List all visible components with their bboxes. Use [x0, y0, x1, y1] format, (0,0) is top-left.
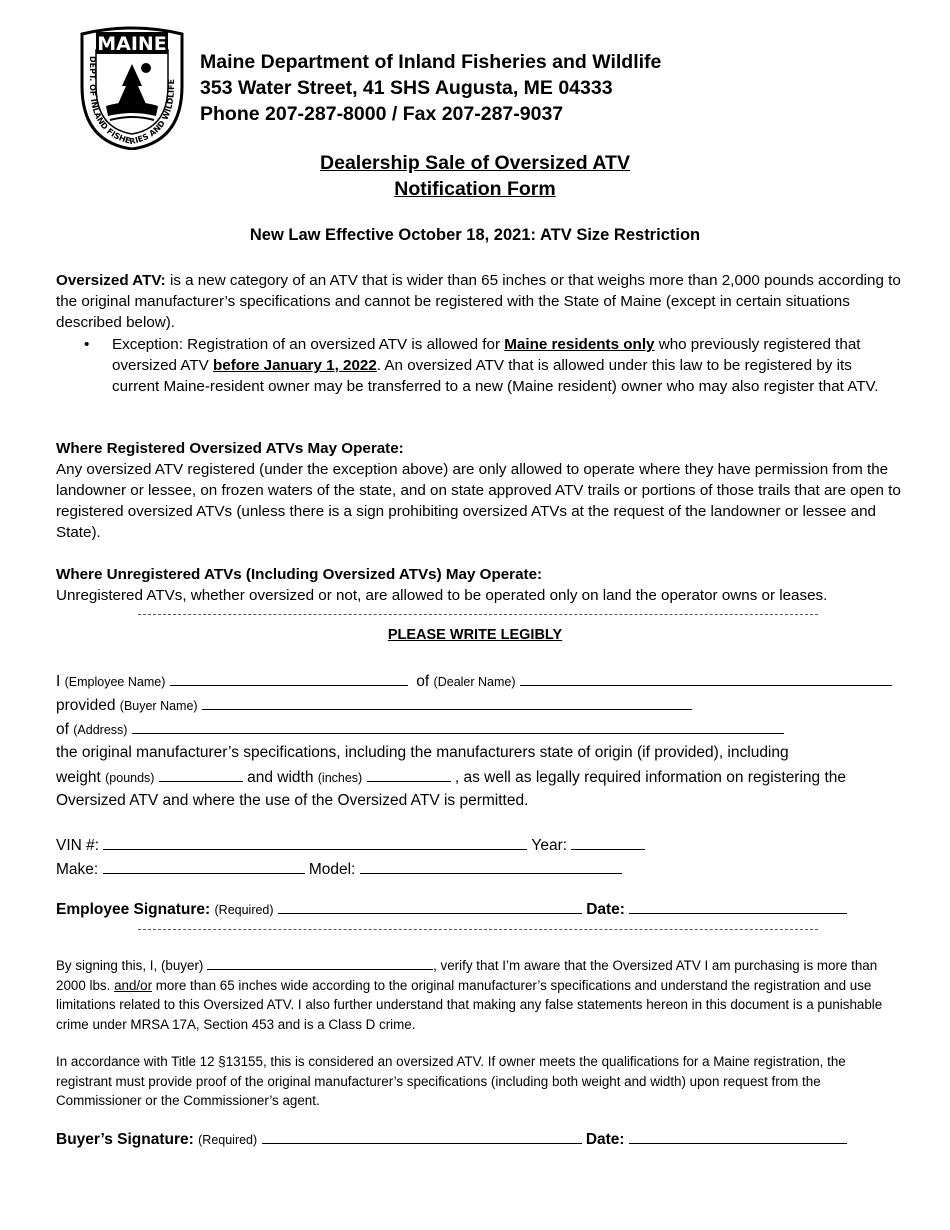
- final-text: Oversized ATV and where the use of the Oversized ATV is permitted.: [56, 792, 529, 809]
- weight-field[interactable]: [159, 768, 243, 782]
- weight-tail-text: , as well as legally required information on registering the: [454, 769, 847, 786]
- buyer-signature-required: (Required): [198, 1133, 258, 1147]
- divider-2: [138, 929, 818, 930]
- agency-phone: Phone 207-287-8000 / Fax 207-287-9037: [200, 103, 564, 125]
- seal-top-text: MAINE: [97, 33, 167, 55]
- definition-text: is a new category of an ATV that is wider than 65 inches or that weighs more than 2,000 pounds according to the original manufacturer’s specifications and cannot be registered with the State of Maine (except in certain situations described below).: [56, 272, 901, 331]
- width-field[interactable]: [367, 768, 451, 782]
- employee-date-field[interactable]: [629, 900, 847, 914]
- pounds-hint: (pounds): [105, 771, 155, 785]
- model-field[interactable]: [360, 860, 622, 874]
- exception-text-1: Exception: Registration of an oversized ATV is allowed for: [112, 336, 505, 353]
- agency-name: Maine Department of Inland Fisheries and Wildlife: [200, 51, 662, 73]
- unregistered-text: Unregistered ATVs, whether oversized or not, are allowed to be operated only on land the operator owns or leases.: [56, 587, 828, 604]
- buyer-date-label: Date:: [585, 1131, 625, 1148]
- exception-text-2: who previously registered that oversized ATV: [112, 336, 861, 374]
- dealer-name-field[interactable]: [520, 672, 892, 686]
- maine-ifw-seal: [76, 24, 188, 150]
- dealer-hint: (Dealer Name): [433, 675, 516, 689]
- ack-text-1: By signing this, I, (buyer): [56, 958, 204, 973]
- form-line-weight: [56, 768, 846, 787]
- weight-label: weight: [56, 769, 101, 786]
- buyer-date-field[interactable]: [629, 1130, 847, 1144]
- law-subtitle: New Law Effective October 18, 2021: ATV Size Restriction: [249, 226, 701, 244]
- and-width-label: and width: [247, 769, 314, 786]
- address-field[interactable]: [132, 720, 784, 734]
- form-line-employee-signature: [56, 900, 847, 919]
- exception-emph-2: before January 1, 2022: [213, 357, 377, 374]
- form-line-employee: [56, 672, 892, 691]
- employee-date-label: Date:: [586, 901, 625, 918]
- buyer-signature-label: Buyer’s Signature:: [56, 1131, 194, 1148]
- employee-signature-required: (Required): [214, 903, 274, 917]
- exception-text-3: . An oversized ATV that is allowed under this law to be registered by its current Maine-resident owner may be transferred to a new (Maine resident) owner who may also register that ATV.: [112, 357, 879, 395]
- buyer-name-field[interactable]: [202, 696, 692, 710]
- oversized-definition: [56, 270, 901, 333]
- inches-hint: (inches): [317, 771, 363, 785]
- write-legibly: PLEASE WRITE LEGIBLY: [387, 627, 563, 643]
- spec-text: the original manufacturer’s specifications, including the manufacturers state of origin (if provided), including: [56, 744, 789, 761]
- address-hint: (Address): [73, 723, 128, 737]
- exception-emph-1: Maine residents only: [504, 336, 655, 353]
- title12-notice: In accordance with Title 12 §13155, this is considered an oversized ATV. If owner meets the qualifications for a Maine registration, the registrant must provide proof of the original manufacturer’s specifications (including both weight and width) upon request from the Commissioner or the Commissioner’s agent.: [56, 1054, 846, 1108]
- form-title-line1: Dealership Sale of Oversized ATV: [320, 152, 630, 174]
- provided-label: provided: [56, 697, 116, 714]
- vin-label: VIN #:: [56, 837, 100, 854]
- agency-address: 353 Water Street, 41 SHS Augusta, ME 04333: [200, 77, 613, 99]
- divider-1: [138, 614, 818, 615]
- employee-signature-label: Employee Signature:: [56, 901, 211, 918]
- ack-text-3: more than 65 inches wide according to the original manufacturer’s specifications and understand the registration and use limitations related to this Oversized ATV. I also further understand that making any false statements hereon in this document is a punishable crime under MRSA 17A, Section 453 and is a Class D crime.: [56, 977, 883, 1032]
- model-label: Model:: [308, 861, 356, 878]
- employee-name-field[interactable]: [170, 672, 408, 686]
- vin-field[interactable]: [103, 836, 527, 850]
- ack-buyer-name-field[interactable]: [207, 958, 433, 970]
- form-line-vin: [56, 836, 645, 855]
- form-title-line2: Notification Form: [394, 178, 556, 200]
- ack-andor: and/or: [114, 977, 153, 993]
- registered-heading: Where Registered Oversized ATVs May Operate:: [56, 440, 404, 457]
- buyer-hint: (Buyer Name): [119, 699, 198, 713]
- make-field[interactable]: [103, 860, 305, 874]
- unregistered-heading: Where Unregistered ATVs (Including Oversized ATVs) May Operate:: [56, 566, 543, 583]
- form-line-buyer: [56, 696, 692, 715]
- bullet-marker: •: [84, 336, 90, 353]
- definition-term: Oversized ATV:: [56, 272, 166, 289]
- buyer-acknowledgement: [56, 956, 901, 1034]
- employee-hint: (Employee Name): [64, 675, 166, 689]
- exception-bullet: [84, 334, 884, 397]
- form-line-address: [56, 720, 784, 739]
- seal-ring-text: DEPT. OF INLAND FISHERIES AND WILDLIFE: [87, 56, 177, 147]
- buyer-signature-field[interactable]: [262, 1130, 582, 1144]
- ack-text-2: , verify that I’m aware that the Oversized ATV I am purchasing is more than 2000 lbs.: [56, 958, 878, 993]
- year-field[interactable]: [571, 836, 645, 850]
- form-line-buyer-signature: [56, 1130, 847, 1149]
- year-label: Year:: [531, 837, 568, 854]
- registered-text: Any oversized ATV registered (under the exception above) are only allowed to operate where they have permission from the landowner or lessee, on frozen waters of the state, and on state approved ATV trails or portions of those trails that are open to registered oversized ATVs (unless there is a sign prohibiting oversized ATVs at the request of the landowner or lessee and State).: [56, 461, 901, 541]
- make-label: Make:: [56, 861, 99, 878]
- form-line-make: [56, 860, 622, 879]
- of2-label: of: [56, 721, 69, 738]
- employee-signature-field[interactable]: [278, 900, 582, 914]
- i-label: I: [56, 673, 61, 690]
- of-label: of: [416, 673, 430, 690]
